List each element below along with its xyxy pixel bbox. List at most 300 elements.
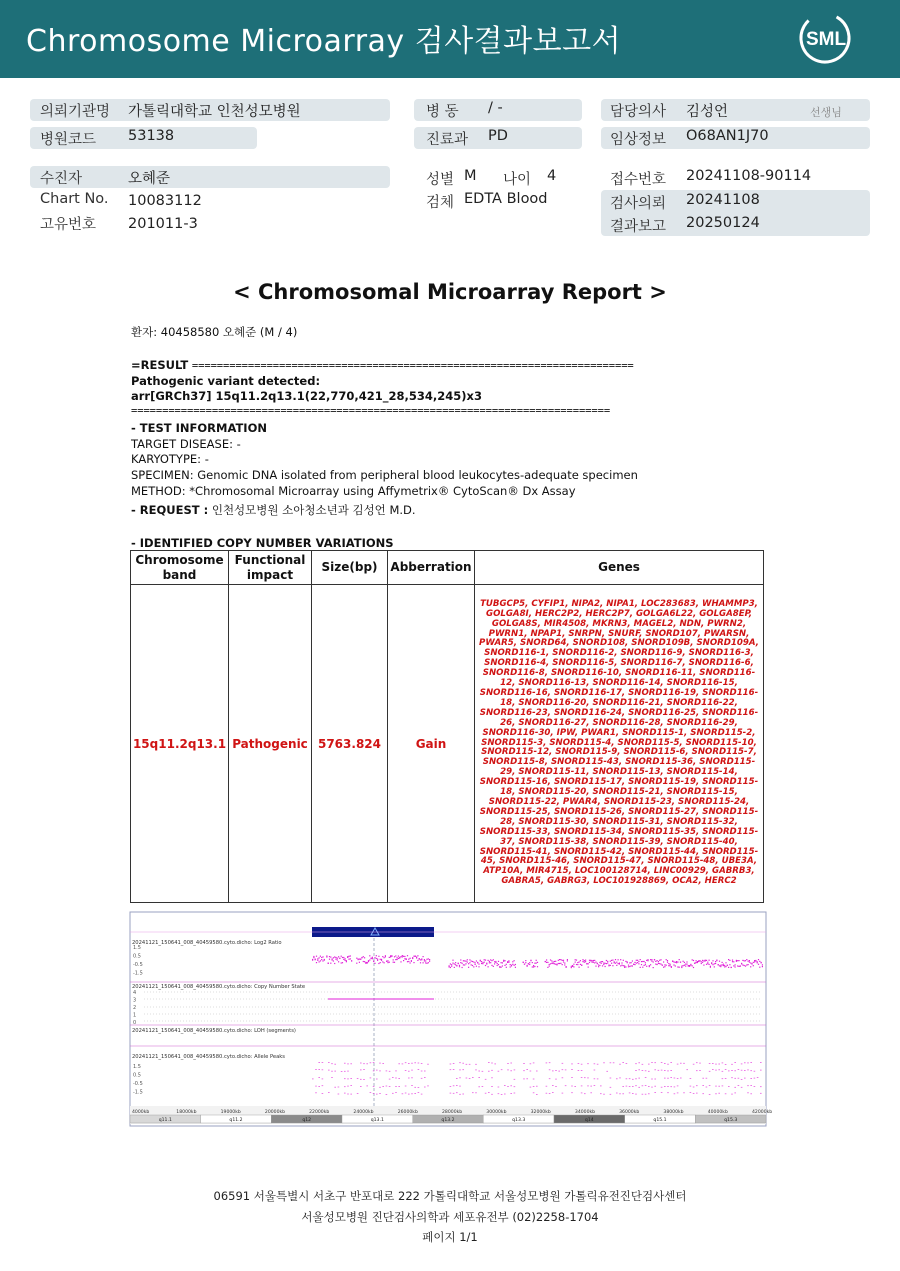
allele-point: [651, 1079, 653, 1080]
log2-point: [706, 960, 707, 961]
sex-label: 성별: [426, 172, 455, 188]
allele-point: [478, 1071, 480, 1072]
allele-point: [674, 1078, 676, 1079]
log2-point: [688, 965, 689, 966]
log2-point: [567, 959, 568, 960]
log2-point: [493, 966, 494, 967]
allele-point: [411, 1063, 413, 1064]
log2-point: [372, 958, 373, 959]
doctor-value: 김성언: [686, 104, 729, 120]
log2-point: [725, 962, 726, 963]
allele-point: [664, 1086, 666, 1087]
log2-point: [491, 965, 492, 966]
allele-point: [498, 1093, 500, 1094]
allele-point: [597, 1064, 599, 1065]
dept-value: PD: [488, 128, 508, 144]
patient-line: 환자: 40458580 오혜준 (M / 4): [131, 325, 298, 339]
log2-point: [484, 959, 485, 960]
allele-point: [638, 1062, 640, 1063]
hospital-code-value: 53138: [128, 128, 175, 144]
log2-point: [497, 965, 498, 966]
log2-point: [562, 960, 563, 961]
log2-point: [584, 960, 585, 961]
log2-point: [718, 964, 719, 965]
allele-point: [459, 1077, 461, 1078]
log2-point: [511, 965, 512, 966]
log2-point: [679, 959, 680, 960]
log2-point: [317, 960, 318, 961]
cytoband-label: q11.2: [229, 1118, 243, 1123]
log2-point: [369, 959, 370, 960]
allele-point: [562, 1063, 564, 1064]
log2-point: [714, 963, 715, 964]
allele-point: [466, 1078, 468, 1079]
allele-point: [750, 1078, 752, 1079]
log2-point: [577, 964, 578, 965]
allele-point: [360, 1063, 362, 1064]
specimen-label: 검체: [426, 195, 455, 211]
allele-point: [331, 1063, 333, 1064]
log2-point: [499, 967, 500, 968]
cytoband-label: q12: [302, 1118, 312, 1123]
allele-point: [398, 1063, 400, 1064]
log2-point: [720, 965, 721, 966]
allele-point: [610, 1094, 612, 1095]
log2-point: [628, 966, 629, 967]
log2-point: [374, 957, 375, 958]
log2-point: [478, 966, 479, 967]
log2-point: [490, 962, 491, 963]
log2-point: [589, 962, 590, 963]
log2-point: [330, 957, 331, 958]
allele-point: [427, 1086, 429, 1087]
log2-point: [329, 956, 330, 957]
log2-point: [745, 966, 746, 967]
log2-point: [696, 960, 697, 961]
log2-point: [616, 965, 617, 966]
allele-point: [728, 1071, 730, 1072]
log2-point: [585, 961, 586, 962]
log2-point: [702, 960, 703, 961]
allele-point: [702, 1093, 704, 1094]
allele-point: [475, 1070, 477, 1071]
allele-point: [421, 1078, 423, 1079]
log2-point: [534, 963, 535, 964]
log2-point: [641, 964, 642, 965]
allele-point: [654, 1062, 656, 1063]
allele-point: [395, 1092, 397, 1093]
allele-point: [379, 1063, 381, 1064]
log2-point: [657, 964, 658, 965]
hospital-code-label: 병원코드: [40, 132, 97, 148]
log2-point: [751, 963, 752, 964]
allele-point: [760, 1086, 762, 1087]
allele-point: [750, 1085, 752, 1086]
log2-point: [755, 960, 756, 961]
cn-tick-label: 3: [133, 997, 137, 1004]
log2-point: [567, 960, 568, 961]
log2-point: [381, 959, 382, 960]
log2-point: [315, 959, 316, 960]
log2-point: [637, 960, 638, 961]
log2-point: [603, 963, 604, 964]
log2-point: [465, 961, 466, 962]
unique-no-label: 고유번호: [40, 217, 97, 233]
log2-point: [407, 961, 408, 962]
allele-point: [418, 1063, 420, 1064]
allele-point: [475, 1092, 477, 1093]
allele-point: [450, 1064, 452, 1065]
allele-point: [754, 1078, 756, 1079]
log2-point: [400, 956, 401, 957]
allele-point: [478, 1077, 480, 1078]
log2-point: [498, 964, 499, 965]
doctor-suffix: 선생님: [810, 106, 842, 119]
allele-point: [741, 1087, 743, 1088]
log2-point: [413, 962, 414, 963]
log2-point: [313, 956, 314, 957]
allele-point: [488, 1062, 490, 1063]
log2-point: [725, 966, 726, 967]
allele-point: [654, 1069, 656, 1070]
allele-point: [661, 1062, 663, 1063]
log2-point: [475, 964, 476, 965]
allele-point: [530, 1087, 532, 1088]
allele-point: [603, 1062, 605, 1063]
allele-point: [664, 1078, 666, 1079]
cnv-table: [130, 550, 764, 903]
allele-point: [706, 1078, 708, 1079]
allele-point: [536, 1094, 538, 1095]
allele-point: [581, 1086, 583, 1087]
log2-point: [346, 960, 347, 961]
log2-point: [607, 961, 608, 962]
log2-point: [393, 962, 394, 963]
log2-point: [527, 965, 528, 966]
cytoband-label: q14: [584, 1118, 594, 1123]
allele-point: [750, 1093, 752, 1094]
log2-point: [515, 967, 516, 968]
allele-point: [382, 1086, 384, 1087]
log2-point: [403, 956, 404, 957]
log2-point: [694, 963, 695, 964]
allele-point: [373, 1086, 375, 1087]
allele-point: [366, 1086, 368, 1087]
log2-point: [419, 958, 420, 959]
log2-point: [703, 960, 704, 961]
allele-point: [315, 1092, 317, 1093]
requesting-org-label: 의뢰기관명: [40, 104, 111, 120]
allele-point: [472, 1077, 474, 1078]
cytoband-label: q15.3: [724, 1118, 738, 1123]
allele-point: [459, 1094, 461, 1095]
log2-point: [319, 961, 320, 962]
allele-point: [562, 1077, 564, 1078]
cnv-table-header-row: [131, 551, 764, 585]
allele-point: [549, 1078, 551, 1079]
log2-point: [455, 964, 456, 965]
log2-point: [647, 959, 648, 960]
log2-point: [347, 957, 348, 958]
allele-point: [750, 1070, 752, 1071]
log2-point: [649, 966, 650, 967]
log2-point: [537, 966, 538, 967]
log2-point: [692, 965, 693, 966]
header-aberration: Abberration: [388, 551, 475, 585]
log2-point: [536, 963, 537, 964]
log2-point: [584, 962, 585, 963]
allele-tick-label: -0.5: [133, 1081, 143, 1087]
log2-point: [732, 961, 733, 962]
allele-point: [402, 1064, 404, 1065]
allele-point: [514, 1070, 516, 1071]
log2-point: [382, 961, 383, 962]
log2-point: [746, 964, 747, 965]
allele-point: [347, 1094, 349, 1095]
log2-point: [719, 961, 720, 962]
log2-point: [378, 956, 379, 957]
allele-point: [667, 1086, 669, 1087]
allele-point: [642, 1094, 644, 1095]
allele-point: [645, 1085, 647, 1086]
log2-point: [512, 961, 513, 962]
allele-point: [488, 1071, 490, 1072]
allele-point: [450, 1069, 452, 1070]
log2-point: [485, 960, 486, 961]
log2-point: [415, 956, 416, 957]
log2-point: [321, 959, 322, 960]
log2-point: [455, 962, 456, 963]
log2-point: [571, 966, 572, 967]
log2-point: [736, 961, 737, 962]
request-label: - REQUEST :: [131, 503, 209, 517]
clinical-label: 임상정보: [610, 132, 667, 148]
log2-point: [508, 960, 509, 961]
log2-point: [456, 965, 457, 966]
log2-point: [586, 963, 587, 964]
log2-point: [686, 964, 687, 965]
log2-point: [317, 958, 318, 959]
allele-point: [760, 1093, 762, 1094]
log2-point: [343, 959, 344, 960]
log2-point: [551, 960, 552, 961]
allele-point: [350, 1094, 352, 1095]
allele-point: [344, 1063, 346, 1064]
allele-point: [523, 1063, 525, 1064]
allele-point: [635, 1085, 637, 1086]
allele-point: [507, 1070, 509, 1071]
allele-point: [392, 1093, 394, 1094]
log2-point: [579, 967, 580, 968]
allele-point: [456, 1078, 458, 1079]
log2-point: [462, 967, 463, 968]
log2-point: [664, 964, 665, 965]
allele-point: [622, 1062, 624, 1063]
cn-tick-label: 2: [133, 1005, 137, 1011]
log2-point: [623, 965, 624, 966]
log2-point: [588, 967, 589, 968]
allele-point: [587, 1078, 589, 1079]
allele-point: [350, 1063, 352, 1064]
allele-point: [635, 1078, 637, 1079]
log2-point: [599, 962, 600, 963]
allele-point: [424, 1071, 426, 1072]
allele-point: [414, 1062, 416, 1063]
log2-point: [582, 959, 583, 960]
log2-point: [313, 957, 314, 958]
allele-point: [632, 1079, 634, 1080]
log2-point: [394, 956, 395, 957]
allele-point: [494, 1064, 496, 1065]
allele-point: [718, 1064, 720, 1065]
allele-point: [360, 1086, 362, 1087]
log2-point: [740, 965, 741, 966]
allele-point: [667, 1092, 669, 1093]
cn-tick-label: 0: [133, 1020, 137, 1026]
log2-point: [679, 967, 680, 968]
log2-point: [359, 959, 360, 960]
log2-point: [337, 959, 338, 960]
log2-point: [608, 965, 609, 966]
allele-point: [379, 1071, 381, 1072]
allele-point: [536, 1086, 538, 1087]
log2-point: [471, 961, 472, 962]
specimen-value: EDTA Blood: [464, 191, 548, 207]
log2-point: [598, 966, 599, 967]
log2-point: [458, 963, 459, 964]
allele-point: [747, 1070, 749, 1071]
allele-point: [462, 1063, 464, 1064]
x-tick-label: 19000kb: [220, 1110, 241, 1115]
log2-point: [494, 963, 495, 964]
log2-point: [452, 960, 453, 961]
allele-point: [386, 1071, 388, 1072]
log2-point: [624, 967, 625, 968]
allele-point: [718, 1086, 720, 1087]
allele-point: [408, 1078, 410, 1079]
x-tick-label: 36000kb: [619, 1110, 640, 1115]
log2-point: [733, 965, 734, 966]
log2-point: [463, 960, 464, 961]
allele-point: [651, 1062, 653, 1063]
allele-point: [421, 1063, 423, 1064]
log2-point: [471, 964, 472, 965]
log2-point: [477, 962, 478, 963]
log2-point: [360, 959, 361, 960]
allele-point: [635, 1094, 637, 1095]
log2-point: [654, 959, 655, 960]
x-tick-label: 42000kb: [752, 1110, 773, 1115]
log2-point: [449, 966, 450, 967]
allele-point: [702, 1078, 704, 1079]
method-line: METHOD: *Chromosomal Microarray using Affymetrix® CytoScan® Dx Assay: [131, 484, 576, 498]
x-tick-label: 24000kb: [353, 1110, 374, 1115]
ward-value: / -: [488, 100, 503, 116]
log2-point: [612, 960, 613, 961]
log2-point: [462, 963, 463, 964]
allele-point: [370, 1078, 372, 1079]
log2-point: [664, 966, 665, 967]
log2-point: [724, 965, 725, 966]
log2-point: [504, 960, 505, 961]
allele-point: [334, 1071, 336, 1072]
log2-point: [660, 964, 661, 965]
log2-point: [356, 963, 357, 964]
allele-point: [533, 1092, 535, 1093]
allele-point: [629, 1086, 631, 1087]
log2-point: [580, 960, 581, 961]
allele-point: [715, 1070, 717, 1071]
log2-point: [425, 962, 426, 963]
log2-point: [532, 966, 533, 967]
log2-point: [741, 963, 742, 964]
allele-point: [514, 1079, 516, 1080]
log2-point: [348, 956, 349, 957]
log2-point: [594, 962, 595, 963]
allele-point: [478, 1086, 480, 1087]
log2-point: [423, 956, 424, 957]
x-tick-label: 40000kb: [707, 1110, 728, 1115]
log2-point: [748, 961, 749, 962]
log2-point: [563, 961, 564, 962]
allele-point: [549, 1062, 551, 1063]
result-line-2: arr[GRCh37] 15q11.2q13.1(22,770,421_28,534,245)x3: [131, 389, 482, 403]
allele-point: [376, 1070, 378, 1071]
allele-point: [411, 1085, 413, 1086]
cell-impact: Pathogenic: [229, 585, 312, 903]
cytoband-label: q13.1: [370, 1118, 384, 1123]
allele-point: [482, 1071, 484, 1072]
log2-point: [335, 959, 336, 960]
log2-point: [395, 959, 396, 960]
log2-point: [334, 956, 335, 957]
log2-point: [710, 967, 711, 968]
log2-point: [549, 966, 550, 967]
log2-point: [460, 959, 461, 960]
log2-point: [398, 956, 399, 957]
log2-point: [402, 955, 403, 956]
allele-point: [584, 1093, 586, 1094]
karyotype: KARYOTYPE: -: [131, 452, 209, 466]
log2-point: [675, 962, 676, 963]
log2-point: [673, 961, 674, 962]
log2-point: [616, 962, 617, 963]
allele-point: [635, 1070, 637, 1071]
log2-point: [614, 961, 615, 962]
allele-point: [693, 1087, 695, 1088]
log2-point: [757, 961, 758, 962]
log2-point: [533, 966, 534, 967]
log2-point: [380, 959, 381, 960]
cell-genes: TUBGCP5, CYFIP1, NIPA2, NIPA1, LOC283683, WHAMMP3, GOLGA8I, HERC2P2, HERC2P7, GOLGA6L22, GOLGA8EP, GOLGA8S, MIR4508, MKRN3, MAGEL2, NDN, PWRN2, PWRN1, NPAP1, SNRPN, SNURF, SNORD107, PWARSN, PWAR5, SNORD64, SNORD108, SNORD109B, SNORD109A, SNORD116-1, SNORD116-2, SNORD116-9, SNORD116-3, SNORD116-4, SNORD116-5, SNORD116-7, SNORD116-6, SNORD116-8, SNORD116-10, SNORD116-11, SNORD116-12, SNORD116-13, SNORD116-14, SNORD116-15, SNORD116-16, SNORD116-17, SNORD116-19, SNORD116-18, SNORD116-20, SNORD116-21, SNORD116-22, SNORD116-23, SNORD116-24, SNORD116-25, SNORD116-26, SNORD116-27, SNORD116-28, SNORD116-29, SNORD116-30, IPW, PWAR1, SNORD115-1, SNORD115-2, SNORD115-3, SNORD115-4, SNORD115-5, SNORD115-10, SNORD115-12, SNORD115-9, SNORD115-6, SNORD115-7, SNORD115-8, SNORD115-43, SNORD115-36, SNORD115-29, SNORD115-11, SNORD115-13, SNORD115-14, SNORD115-16, SNORD115-17, SNORD115-19, SNORD115-18, SNORD115-20, SNORD115-21, SNORD115-15, SNORD115-22, PWAR4, SNORD115-23, SNORD115-24, SNORD115-25, SNORD115-26, SNORD115-27, SNORD115-28, SNORD115-30, SNORD115-31, SNORD115-32, SNORD115-33, SNORD115-34, SNORD115-35, SNORD115-37, SNORD115-38, SNORD115-39, SNORD115-40, SNORD115-41, SNORD115-42, SNORD115-44, SNORD115-45, SNORD115-46, SNORD115-47, SNORD115-48, UBE3A, ATP10A, MIR4715, LOC100128714, LINC00929, GABRB3, GABRA5, GABRG3, LOC101928869, OCA2, HERC2: [475, 585, 764, 903]
allele-point: [523, 1079, 525, 1080]
allele-point: [674, 1087, 676, 1088]
log2-point: [378, 963, 379, 964]
allele-point: [683, 1092, 685, 1093]
allele-point: [523, 1070, 525, 1071]
allele-point: [552, 1071, 554, 1072]
log2-point: [454, 963, 455, 964]
log2-point: [382, 956, 383, 957]
allele-point: [562, 1093, 564, 1094]
log2-point: [493, 959, 494, 960]
allele-point: [318, 1086, 320, 1087]
cytoband-label: q13.2: [441, 1118, 455, 1123]
allele-point: [334, 1087, 336, 1088]
log2-point: [701, 961, 702, 962]
allele-point: [651, 1087, 653, 1088]
log2-point: [534, 966, 535, 967]
